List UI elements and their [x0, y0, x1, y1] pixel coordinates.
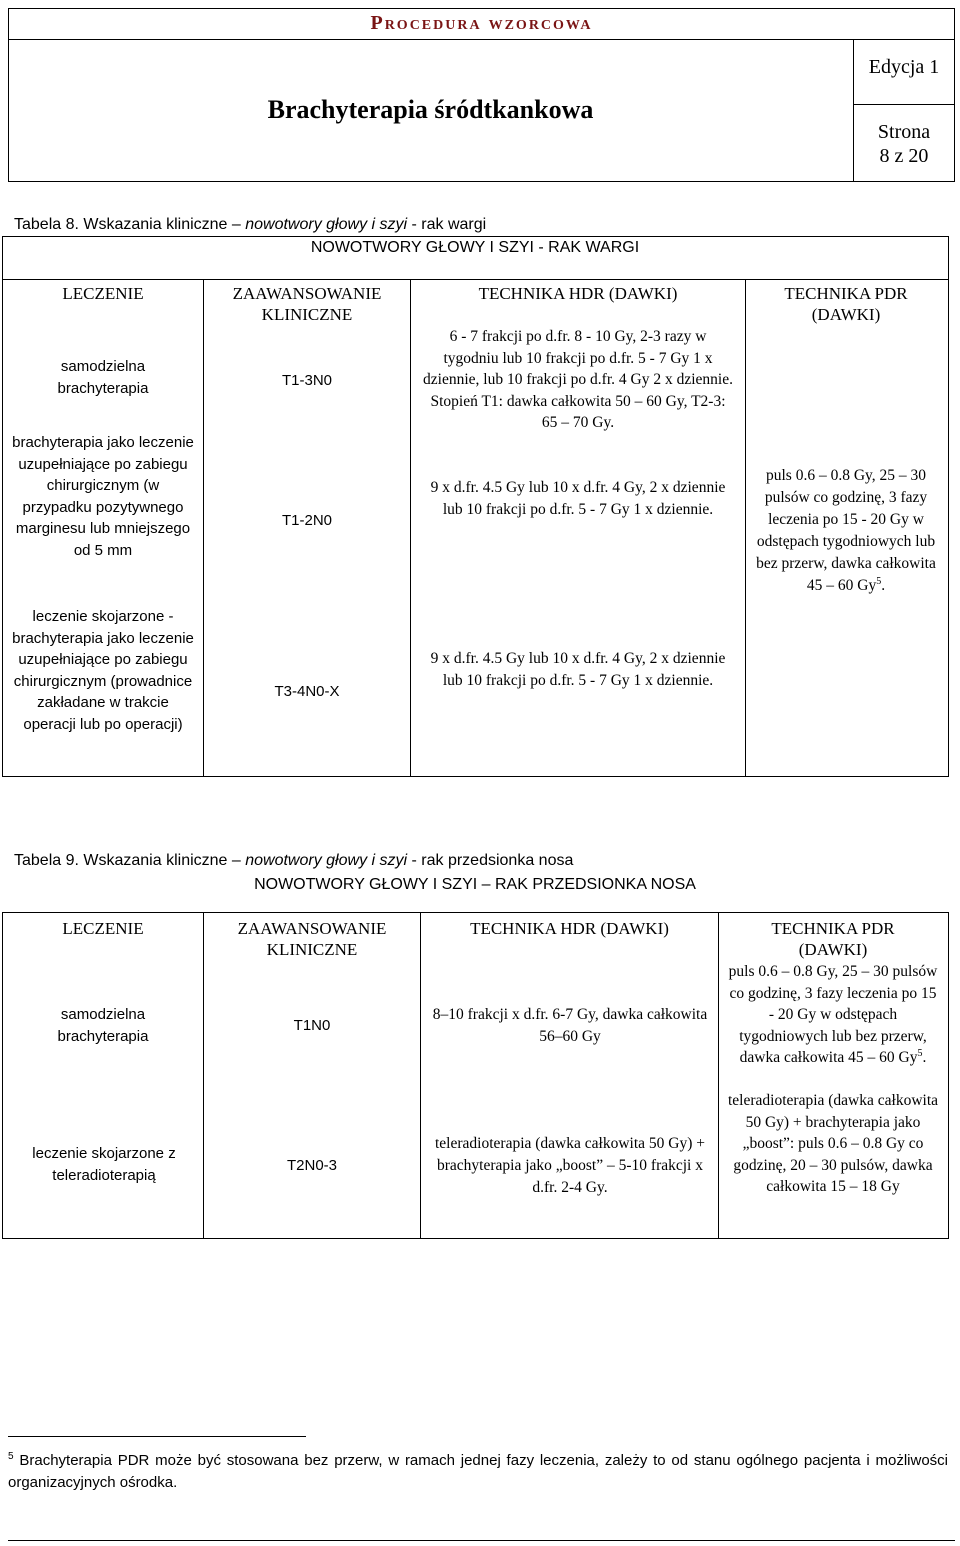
table9-left-border — [2, 912, 3, 1239]
table9-row2-hdr: teleradioterapia (dawka całkowita 50 Gy) + brachyterapia jako „boost” – 5-10 frakcji x d.fr. 2-4 Gy. — [435, 1135, 705, 1196]
edition-label: Edycja 1 — [868, 56, 940, 78]
table8-header-pdr: TECHNIKA PDR (DAWKI) — [784, 284, 908, 324]
table8-row3-hdr: 9 x d.fr. 4.5 Gy lub 10 x d.fr. 4 Gy, 2 x dziennie lub 10 frakcji po d.fr. 5 - 7 Gy 1 x dziennie. — [430, 650, 726, 689]
table8-row3-treatment: leczenie skojarzone - brachyterapia jako leczenie uzupełniające po zabiegu chirurgicznym (prowadnice zakładane w trakcie operacji lub po operacji) — [12, 608, 194, 733]
table9-row1-pdr-end: . — [922, 1049, 927, 1066]
page-label: Strona — [877, 121, 931, 143]
table8-row2-hdr: 9 x d.fr. 4.5 Gy lub 10 x d.fr. 4 Gy, 2 x dziennie lub 10 frakcji po d.fr. 5 - 7 Gy 1 x dziennie. — [430, 479, 726, 518]
table8-col-divider-3 — [745, 279, 746, 777]
table9-row1-pdr — [726, 961, 940, 1069]
table9-header-hdr: TECHNIKA HDR (DAWKI) — [470, 919, 669, 938]
table9-col-divider-1 — [203, 912, 204, 1239]
footnote — [8, 1450, 948, 1494]
table9-caption-suffix: - rak przedsionka nosa — [407, 852, 574, 869]
header-edition-divider — [853, 104, 955, 105]
table9-caption-italic: nowotwory głowy i szyi — [245, 852, 408, 869]
table8-row1-treatment: samodzielna brachyterapia — [57, 358, 149, 397]
table8-bottom-border — [2, 776, 948, 777]
table9-header-pdr: TECHNIKA PDR (DAWKI) — [771, 919, 895, 959]
table8-right-border — [948, 236, 949, 777]
table8-caption-prefix: Tabela 8. Wskazania kliniczne – — [14, 216, 246, 233]
table9-header-stage: ZAAWANSOWANIE KLINICZNE — [237, 919, 387, 959]
footnote-marker: 5 — [8, 1451, 14, 1462]
table8-caption-italic: nowotwory głowy i szyi — [245, 216, 408, 233]
table8-header-hdr: TECHNIKA HDR (DAWKI) — [478, 284, 678, 303]
page-number: 8 z 20 — [879, 145, 929, 167]
table9-pdr-footnote-ref[interactable]: 5 — [917, 1047, 923, 1059]
table8-caption-suffix: - rak wargi — [407, 216, 487, 233]
table8-row2-treatment: brachyterapia jako leczenie uzupełniające po zabiegu chirurgicznym (w przypadku pozytywnego marginesu lub mniejszego od 5 mm — [12, 434, 194, 559]
table8-header-stage: ZAAWANSOWANIE KLINICZNE — [232, 284, 382, 324]
table9-top-border — [2, 912, 948, 913]
footnote-separator — [8, 1436, 306, 1437]
page-indicator — [853, 120, 955, 168]
table9-row2-stage: T2N0-3 — [286, 1157, 338, 1174]
table9-row2-pdr: teleradioterapia (dawka całkowita 50 Gy) + brachyterapia jako „boost”: puls 0.6 – 0.8 Gy co godzinę, 20 – 30 pulsów, dawka całkowita 15 – 18 Gy — [728, 1092, 938, 1195]
table8-row1-hdr: 6 - 7 frakcji po d.fr. 8 - 10 Gy, 2-3 razy w tygodniu lub 10 frakcji po d.fr. 5 - 7 Gy 1 x dziennie, lub 10 frakcji po d.fr. 4 Gy 2 x dziennie. Stopień T1: dawka całkowita 50 – 60 Gy, T2-3: 65 – 70 Gy. — [423, 328, 733, 431]
table9-col-divider-3 — [718, 912, 719, 1239]
table8-left-border — [2, 236, 3, 777]
table8-top-border — [2, 236, 948, 237]
table8-pdr-merged — [748, 465, 944, 597]
table9-row1-pdr-text: puls 0.6 – 0.8 Gy, 25 – 30 pulsów co godzinę, 3 fazy leczenia po 15 - 20 Gy w odstępach tygodniowych lub bez przerw, dawka całkowita 45 – 60 Gy — [728, 963, 938, 1066]
table9-bottom-border — [2, 1238, 948, 1239]
table9-caption-prefix: Tabela 9. Wskazania kliniczne – — [14, 852, 246, 869]
table9-header-treatment: LECZENIE — [62, 919, 144, 938]
table9-caption — [14, 852, 573, 870]
table9-col-divider-2 — [420, 912, 421, 1239]
header-divider — [8, 39, 955, 40]
table8-title: NOWOTWORY GŁOWY I SZYI - RAK WARGI — [310, 239, 640, 256]
table8-title-border — [2, 279, 948, 280]
table9-row1-hdr: 8–10 frakcji x d.fr. 6-7 Gy, dawka całkowita 56–60 Gy — [432, 1006, 708, 1045]
table8-pdr-text: puls 0.6 – 0.8 Gy, 25 – 30 pulsów co godzinę, 3 fazy leczenia po 15 - 20 Gy w odstępach tygodniowych lub bez przerw, dawka całkowita 45 – 60 Gy — [756, 467, 936, 594]
table9-right-border — [948, 912, 949, 1239]
table8-header-treatment: LECZENIE — [62, 284, 144, 303]
document-subtitle: Brachyterapia śródtkankowa — [267, 95, 594, 124]
procedure-title: Procedura wzorcowa — [370, 12, 593, 34]
table8-pdr-end: . — [881, 577, 886, 594]
page-bottom-rule — [8, 1540, 955, 1541]
table8-row2-stage: T1-2N0 — [281, 512, 333, 529]
footnote-text: Brachyterapia PDR może być stosowana bez przerw, w ramach jednej fazy leczenia, zależy to od stanu ogólnego pacjenta i możliwości organizacyjnych ośrodka. — [8, 1452, 949, 1491]
table9-row2-treatment: leczenie skojarzone z teleradioterapią — [32, 1145, 176, 1184]
table9-title: NOWOTWORY GŁOWY I SZYI – RAK PRZEDSIONKA NOSA — [254, 876, 696, 893]
table9-row1-treatment: samodzielna brachyterapia — [57, 1006, 149, 1045]
table8-row1-stage: T1-3N0 — [281, 372, 333, 389]
table8-col-divider-2 — [410, 279, 411, 777]
table8-pdr-footnote-ref[interactable]: 5 — [876, 575, 882, 587]
table8-caption — [14, 216, 486, 234]
table9-row1-stage: T1N0 — [293, 1017, 331, 1034]
table8-row3-stage: T3-4N0-X — [274, 683, 340, 700]
